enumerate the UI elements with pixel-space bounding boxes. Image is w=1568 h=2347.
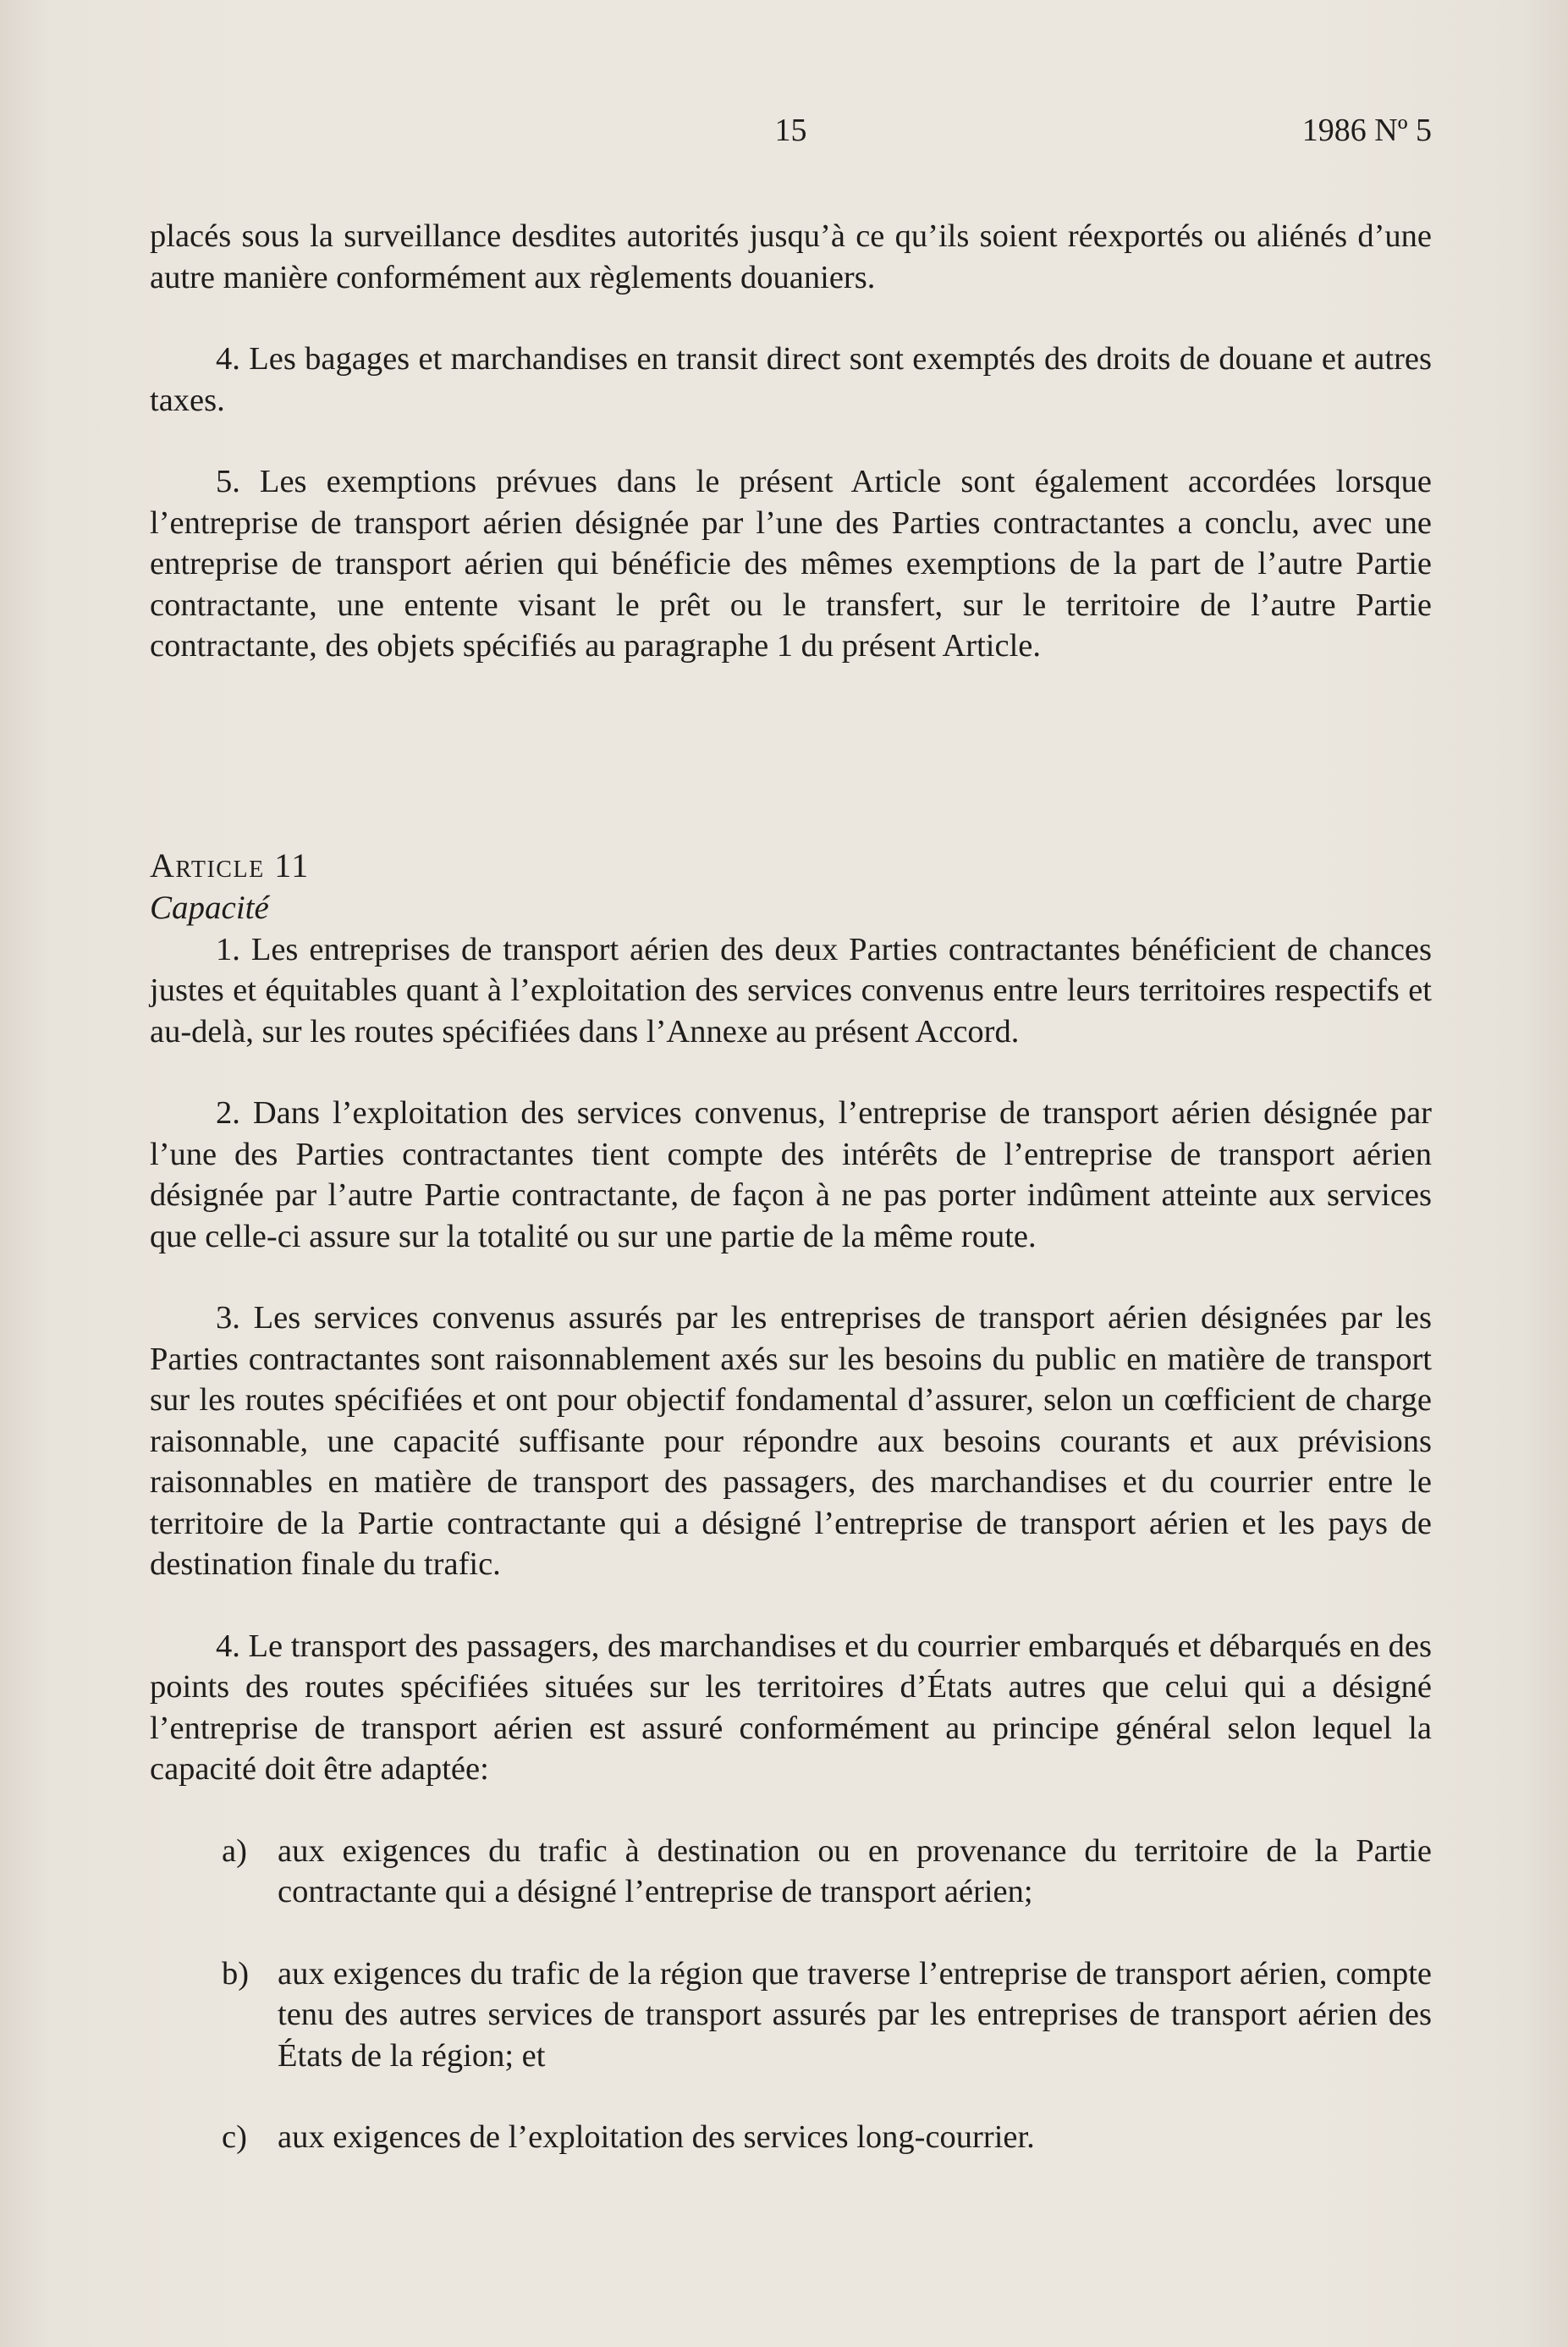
continued-paragraph: placés sous la surveillance desdites autorités jusqu’à ce qu’ils soient réexportés ou aliénés d’une autre manière conformément aux règlements douaniers. [150,218,1432,295]
page-body [150,216,1432,2158]
article-heading: Article 11 [150,846,310,884]
article-paragraph-3: 3. Les services convenus assurés par les entreprises de transport aérien désignées par les Parties contractantes sont raisonnablement axés sur les besoins du public en matière de transport sur les routes spécifiées et ont pour objectif fondamental d’assurer, selon un cœfficient de charge raisonnable, une capacité suffisante pour répondre aux besoins courants et aux prévisions raisonnables en matière de transport des passagers, des marchandises et du courrier entre le territoire de la Partie contractante qui a désigné l’entreprise de transport aérien et les pays de destination finale du trafic. [150,1300,1432,1582]
paragraph-5: 5. Les exemptions prévues dans le présent Article sont également accordées lorsque l’entreprise de transport aérien désignée par l’une des Parties contractantes a conclu, avec une entreprise de transport aérien qui bénéficie des mêmes exemptions de la part de l’autre Partie contractante, une entente visant le prêt ou le transfert, sur le territoire de l’autre Partie contractante, des objets spécifiés au paragraphe 1 du présent Article. [150,464,1432,664]
list-item-text: aux exigences de l’exploitation des services long-courrier. [278,2119,1035,2155]
list-item-text: aux exigences du trafic de la région que traverse l’entreprise de transport aérien, compte tenu des autres services de transport assurés par les entreprises de transport aérien des États de la région; et [278,1955,1432,2074]
list-item-label: a) [222,1832,247,1869]
list-item-text: aux exigences du trafic à destination ou en provenance du territoire de la Partie contractante qui a désigné l’entreprise de transport aérien; [278,1832,1432,1909]
article-paragraph-4: 4. Le transport des passagers, des marchandises et du courrier embarqués et débarqués en des points des routes spécifiées situées sur les territoires d’États autres que celui qui a désigné l’entreprise de transport aérien est assuré conformément au principe général selon lequel la capacité doit être adaptée: [150,1628,1432,1787]
list-item-label: c) [222,2119,247,2155]
list-item [222,1831,1432,1913]
year-and-number: 1986 Nº 5 [1301,113,1432,148]
article-subtitle: Capacité [150,889,269,926]
article-paragraph-1: 1. Les entreprises de transport aérien des deux Parties contractantes bénéficient de chances justes et équitables quant à l’exploitation des services convenus entre leurs territoires respectifs et au-delà, sur les routes spécifiées dans l’Annexe au présent Accord. [150,931,1432,1050]
list-item-label: b) [222,1955,250,1992]
list-item [222,1953,1432,2077]
paragraph-4: 4. Les bagages et marchandises en transit direct sont exemptés des droits de douane et autres taxes. [150,341,1432,418]
page-number: 15 [774,113,807,148]
list-item [222,2117,1432,2158]
article-paragraph-2: 2. Dans l’exploitation des services convenus, l’entreprise de transport aérien désignée par l’une des Parties contractantes tient compte des intérêts de l’entreprise de transport aérien désignée par l’autre Partie contractante, de façon à ne pas porter indûment atteinte aux services que celle-ci assure sur la totalité ou sur une partie de la même route. [150,1095,1432,1254]
page-header [150,112,1432,154]
